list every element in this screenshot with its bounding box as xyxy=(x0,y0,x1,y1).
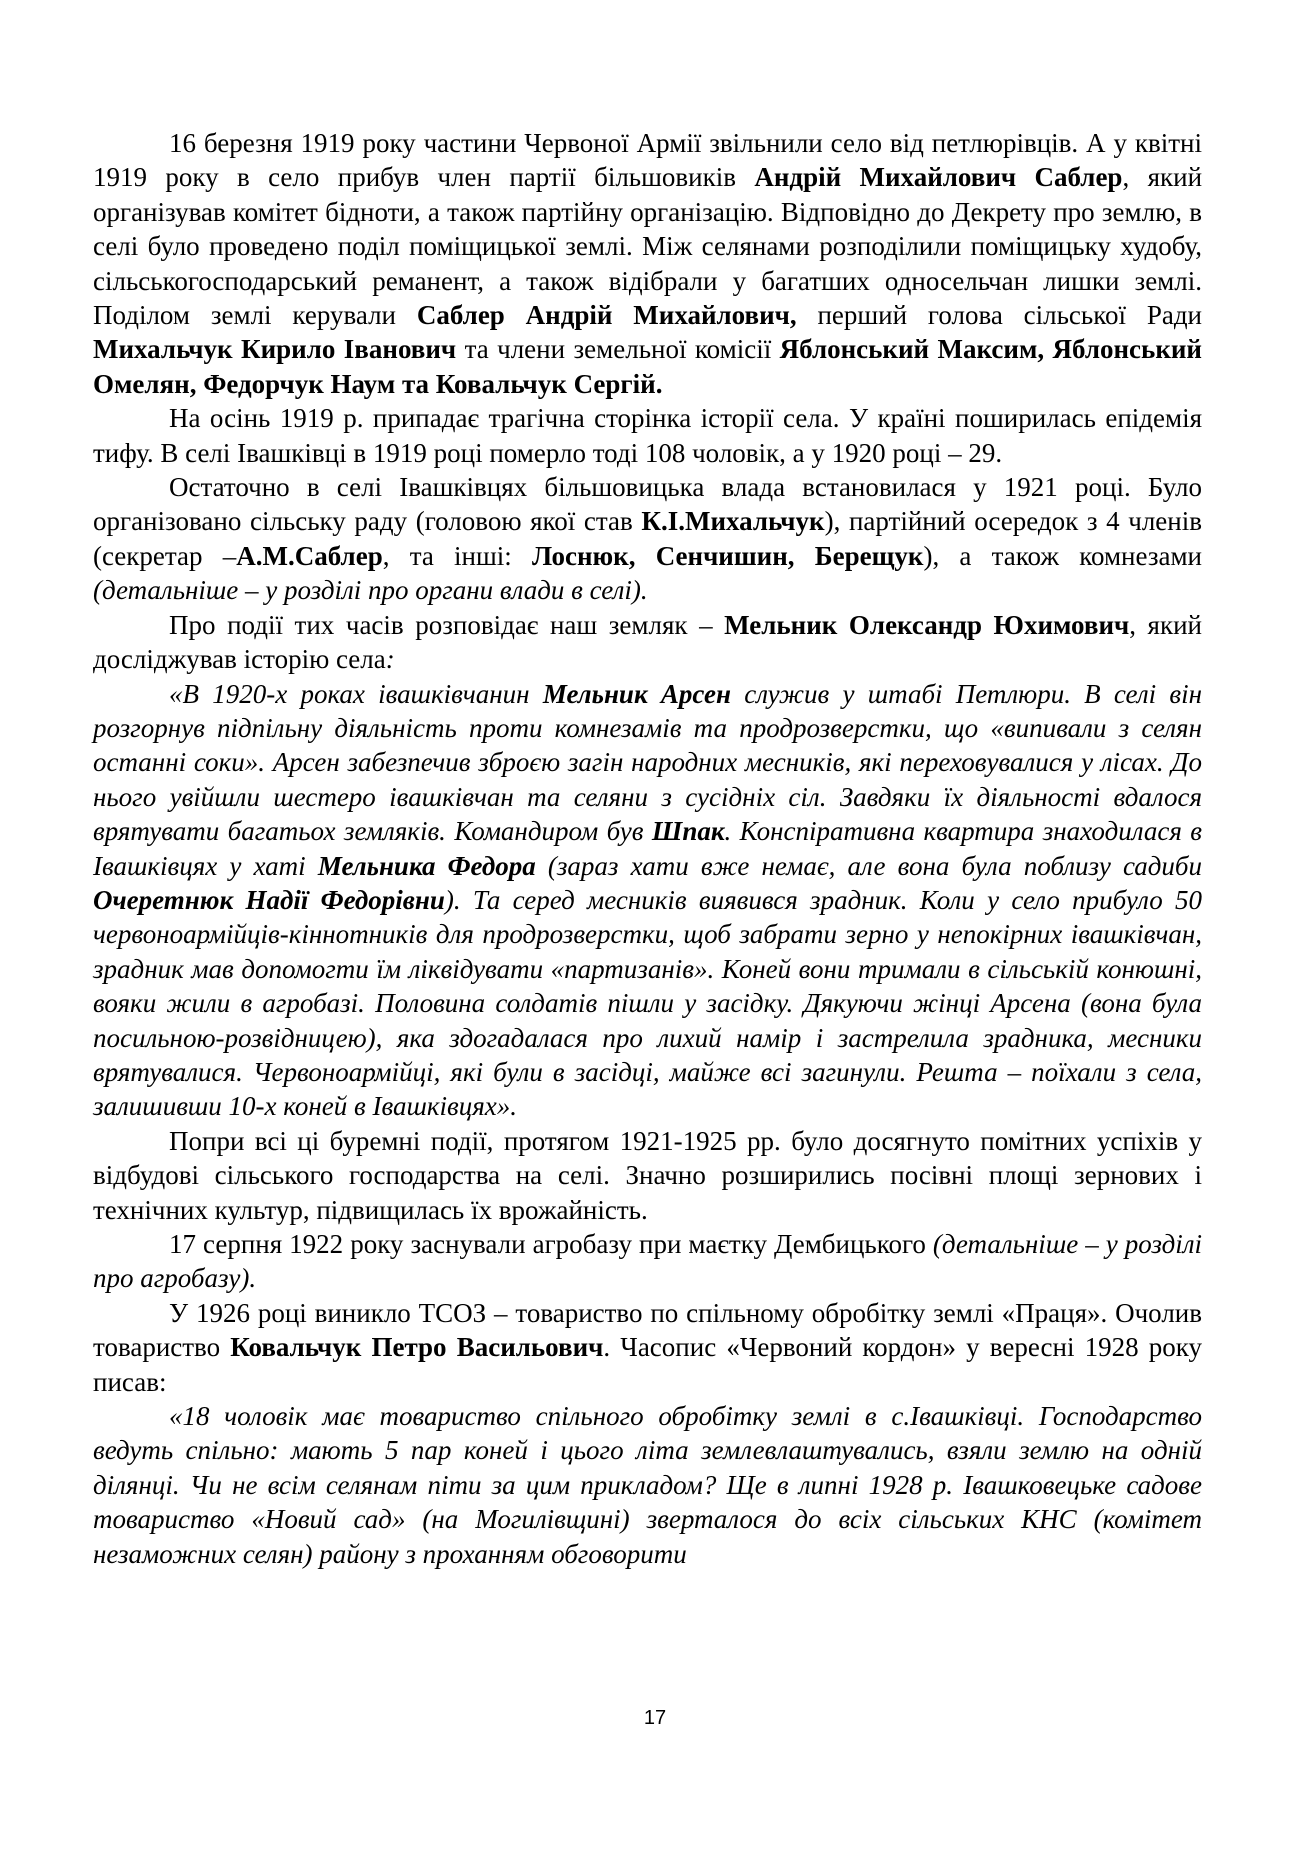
text-run: перший голова сільської Ради xyxy=(796,300,1203,331)
text-run: 16 березня 1919 року частини Червоної Армії звільнили село від петлюрівців. А у квітні 1919 року в село прибув член партії більшовиків xyxy=(93,128,1202,193)
paragraph-p8 xyxy=(93,1296,1202,1399)
paragraph-p4 xyxy=(93,608,1202,677)
paragraph-p3 xyxy=(93,470,1202,608)
bold-text: А.М.Саблер xyxy=(236,540,383,571)
text-run: На осінь 1919 р. припадає трагічна сторінка історії села. У країні поширилась епідемія тифу. В селі Івашківці в 1919 році померло тоді 108 чоловік, а у 1920 році – 29. xyxy=(93,403,1202,468)
bold-text: Саблер Андрій Михайлович, xyxy=(416,300,797,331)
bold-text: Яблонський Максим, Яблонський Омелян, Федорчук Наум та Ковальчук Сергій. xyxy=(93,334,1202,399)
text-run: 17 серпня 1922 року заснували агробазу при маєтку Дембицького xyxy=(169,1229,933,1259)
paragraph-p1 xyxy=(93,126,1202,401)
bold-text: Мельника Федора xyxy=(317,850,536,881)
bold-text: Ковальчук Петро Васильович xyxy=(230,1332,604,1363)
bold-text: Мельник Олександр Юхимович xyxy=(724,609,1130,640)
text-run: , який досліджував історію села xyxy=(93,609,1202,675)
text-run: ), а також комнезами xyxy=(923,540,1202,571)
bold-text: Очеретнюк Надії Федорівни xyxy=(93,884,445,915)
text-run: , та інші: xyxy=(382,540,533,571)
page-number: 17 xyxy=(643,1707,667,1729)
paragraph-p9 xyxy=(93,1399,1202,1571)
text-run: «В 1920-х роках івашківчанин xyxy=(169,678,543,709)
text-run: . Конспіративна квартира знаходилася в Івашківцях у хаті xyxy=(93,816,1203,881)
bold-text: Андрій Михайлович Саблер xyxy=(754,162,1123,193)
bold-text: К.І.Михальчук xyxy=(641,506,825,537)
paragraph-p7 xyxy=(93,1227,1202,1296)
text-run: Остаточно в селі Івашківцях більшовицька влада встановилася у 1921 році. Було організовано сільську раду (головою якої став xyxy=(93,472,1202,537)
text-run: . Часопис «Червоний кордон» у вересні 1928 року писав: xyxy=(93,1332,1202,1397)
italic-text: : xyxy=(385,644,395,675)
text-run: та члени земельної комісії xyxy=(456,334,780,365)
italic-text: (детальніше – у розділі про агробазу). xyxy=(93,1229,1203,1294)
body-text xyxy=(93,126,1202,1571)
paragraph-p5 xyxy=(93,677,1202,1124)
text-run: Про події тих часів розповідає наш земляк – xyxy=(169,609,725,640)
text-run: Попри всі ці буремні події, протягом 1921-1925 рр. було досягнуто помітних успіхів у відбудові сільського господарства на селі. Значно розширились посівні площі зернових і технічних культур, підвищилась їх врожайність. xyxy=(93,1125,1202,1225)
paragraph-p2 xyxy=(93,401,1202,470)
italic-text: (детальніше – у розділі про органи влади в селі). xyxy=(93,575,648,606)
bold-text: Михальчук Кирило Іванович xyxy=(93,334,457,365)
text-run: (зараз хати вже немає, але вона була поблизу садиби xyxy=(535,850,1203,881)
bold-text: Лоснюк, Сенчишин, Берещук xyxy=(532,540,924,571)
paragraph-p6 xyxy=(93,1124,1202,1227)
text-run: ). Та серед месників виявився зрадник. Коли у село прибуло 50 червоноармійців-кіннотників для продрозверстки, щоб забрати зерно у непокірних івашківчан, зрадник мав допомогти їм ліквідувати «партизанів». Коней вони тримали в сільській конюшні, вояки жили в агробазі. Половина солдатів пішли у засідку. Дякуючи жінці Арсена (вона була посильною-розвідницею), яка здогадалася про лихий намір і застрелила зрадника, месники врятувалися. Червоноармійці, які були в засідці, майже всі загинули. Решта – поїхали з села, залишивши 10-х коней в Івашківцях». xyxy=(93,884,1202,1122)
bold-text: Шпак xyxy=(651,816,725,847)
text-run: служив у штабі Петлюри. В селі він розгорнув підпільну діяльність проти комнезамів та продрозверстки, що «випивали з селян останні соки». Арсен забезпечив зброєю загін народних месників, які переховувалися у лісах. До нього увійшли шестеро івашківчан та селяни з сусідніх сіл. Завдяки їх діяльності вдалося врятувати багатьох земляків. Командиром був xyxy=(93,678,1202,847)
text-run: ), партійний осередок з 4 членів (секретар – xyxy=(93,506,1202,571)
text-run: У 1926 році виникло ТСОЗ – товариство по спільному обробітку землі «Праця». Очолив товариство xyxy=(93,1297,1202,1363)
bold-text: Мельник Арсен xyxy=(542,678,731,709)
text-run: «18 чоловік має товариство спільного обробітку землі в с.Івашківці. Господарство ведуть спільно: мають 5 пар коней і цього літа землевлаштувались, взяли землю на одній ділянці. Чи не всім селянам піти за цим прикладом? Ще в липні 1928 р. Івашковецьке садове товариство «Новий сад» (на Могилівщині) зверталося до всіх сільських КНС (комітет незаможних селян) району з проханням обговорити xyxy=(93,1401,1202,1569)
text-run: , який організував комітет бідноти, а також партійну організацію. Відповідно до Декрету про землю, в селі було проведено поділ поміщицької землі. Між селянами розподілили поміщицьку худобу, сільськогосподарський реманент, а також відібрали у багатших односельчан лишки землі. Поділом землі керували xyxy=(93,162,1203,331)
